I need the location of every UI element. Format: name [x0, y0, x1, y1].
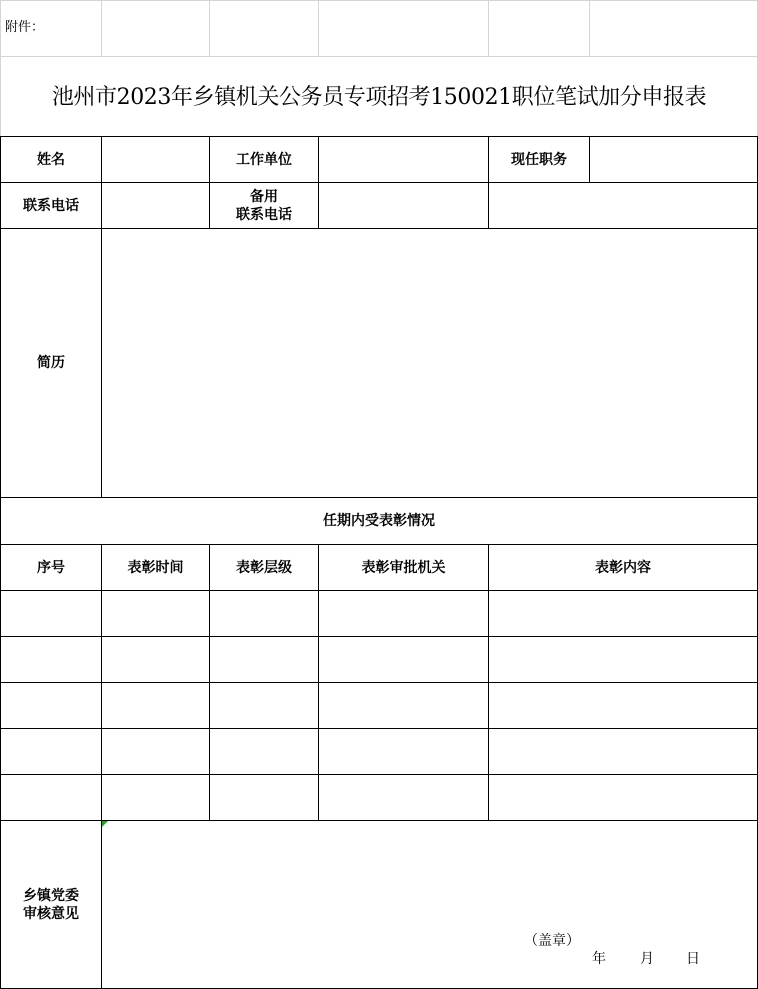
phone-field[interactable]: [102, 183, 209, 228]
table-row-cell[interactable]: [1, 729, 101, 774]
table-row-cell[interactable]: [102, 637, 209, 682]
date-day: 日: [686, 951, 700, 967]
table-row-cell[interactable]: [319, 591, 488, 636]
column-header-index: 序号: [37, 559, 65, 576]
backup-phone-label-line2: 联系电话: [236, 206, 292, 223]
date-month: 月: [640, 951, 654, 967]
table-row-cell[interactable]: [210, 729, 318, 774]
table-row-cell[interactable]: [1, 637, 101, 682]
table-row-cell[interactable]: [319, 637, 488, 682]
column-header-award-content: 表彰内容: [595, 559, 651, 576]
current-position-label: 现任职务: [511, 151, 567, 168]
attachment-label: 附件：: [5, 20, 45, 35]
awards-section-title: 任期内受表彰情况: [323, 513, 435, 529]
table-row-cell[interactable]: [210, 683, 318, 728]
table-row-cell[interactable]: [319, 683, 488, 728]
table-row-cell[interactable]: [210, 775, 318, 820]
table-row-cell[interactable]: [319, 775, 488, 820]
table-row-cell[interactable]: [102, 775, 209, 820]
name-field[interactable]: [102, 137, 209, 182]
resume-label: 简历: [37, 355, 65, 371]
table-row-cell[interactable]: [489, 775, 757, 820]
table-row-cell[interactable]: [210, 637, 318, 682]
review-field[interactable]: [102, 821, 757, 988]
column-header-award-level: 表彰层级: [236, 559, 292, 576]
grid-line: [0, 0, 758, 1]
table-row-cell[interactable]: [210, 591, 318, 636]
review-label-line2: 审核意见: [23, 905, 79, 922]
table-row-cell[interactable]: [102, 591, 209, 636]
phone-label: 联系电话: [23, 197, 79, 214]
grid-line: [101, 0, 102, 56]
table-row-cell[interactable]: [489, 591, 757, 636]
grid-line: [589, 0, 590, 56]
current-position-field[interactable]: [590, 137, 757, 182]
table-row-cell[interactable]: [489, 637, 757, 682]
cell-comment-marker: [102, 821, 108, 827]
column-header-approving-authority: 表彰审批机关: [361, 559, 446, 576]
date-year: 年: [592, 951, 606, 967]
backup-phone-field[interactable]: [319, 183, 757, 228]
table-row-cell[interactable]: [102, 683, 209, 728]
work-unit-field[interactable]: [319, 137, 488, 182]
table-row-cell[interactable]: [1, 775, 101, 820]
table-row-cell[interactable]: [1, 683, 101, 728]
resume-field[interactable]: [102, 229, 757, 497]
review-label: [1, 821, 101, 988]
grid-line: [209, 0, 210, 56]
table-row-cell[interactable]: [1, 591, 101, 636]
backup-phone-label-line1: 备用: [250, 188, 278, 205]
grid-line: [318, 0, 319, 56]
review-label-line1: 乡镇党委: [23, 887, 79, 904]
table-row-cell[interactable]: [102, 729, 209, 774]
seal-note: （盖章）: [524, 933, 580, 949]
work-unit-label: 工作单位: [236, 151, 292, 168]
form-title: 池州市2023年乡镇机关公务员专项招考150021职位笔试加分申报表: [51, 85, 707, 110]
table-row-cell[interactable]: [489, 729, 757, 774]
grid-line: [0, 56, 758, 57]
table-row-cell[interactable]: [319, 729, 488, 774]
grid-line: [488, 0, 489, 56]
name-label: 姓名: [37, 151, 65, 168]
backup-phone-label: [210, 183, 318, 228]
column-header-award-time: 表彰时间: [127, 559, 184, 576]
table-row-cell[interactable]: [489, 683, 757, 728]
